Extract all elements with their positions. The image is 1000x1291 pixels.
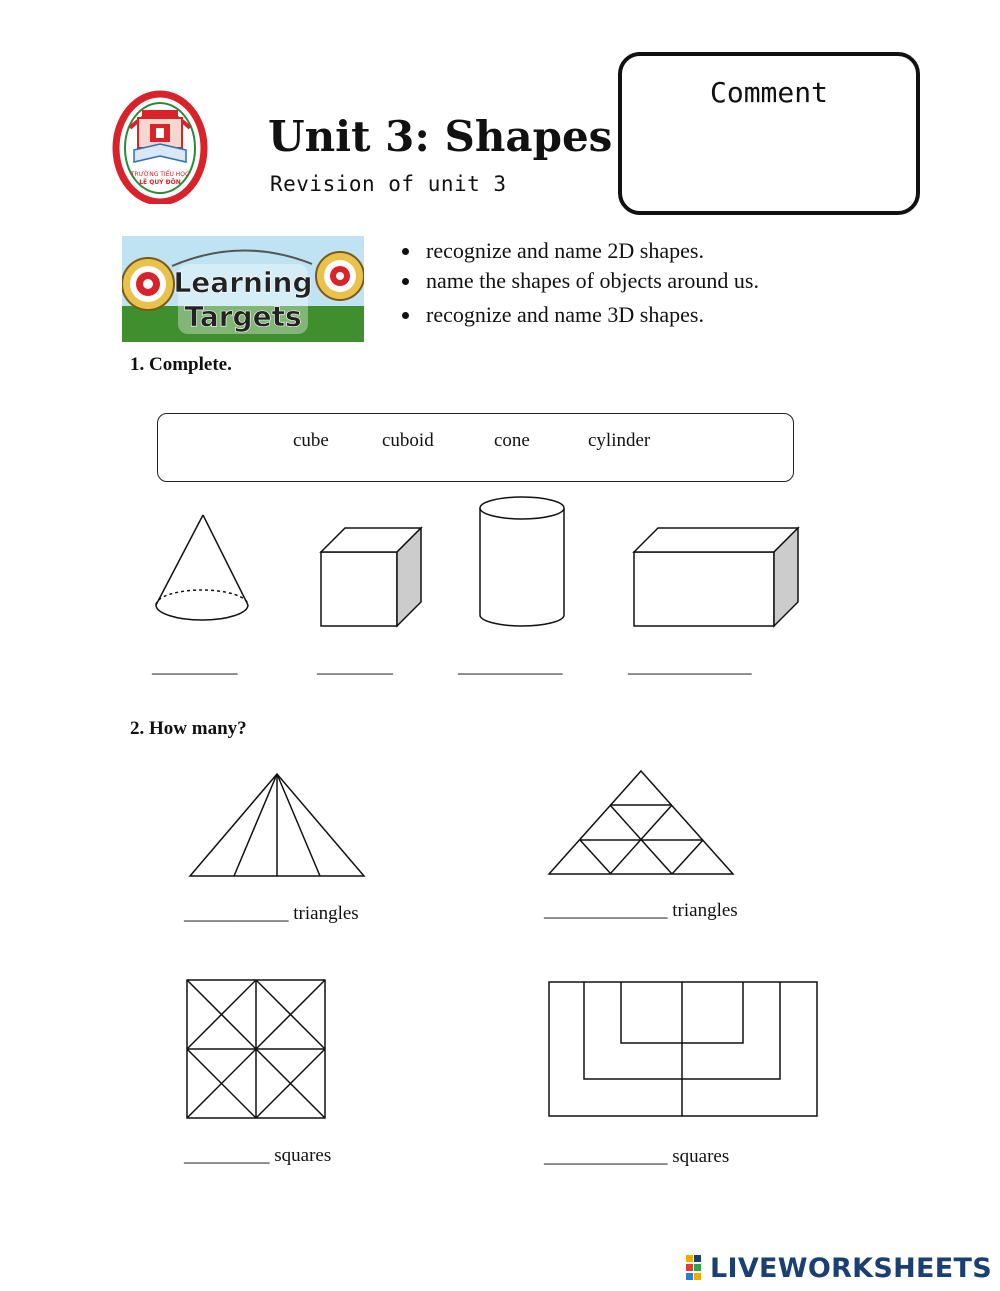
triangle-grid-figure [546,768,736,878]
answer-blank[interactable]: _________ [152,656,238,677]
answer-blank[interactable]: _____________ [544,900,668,921]
square-diagonals-figure [184,977,328,1121]
cube-drawing [321,528,421,626]
liveworksheets-icon [686,1255,710,1281]
liveworksheets-logo [686,1253,992,1283]
answer-line [184,903,359,925]
unit-label: triangles [293,903,359,924]
word-bank-item: cone [494,430,530,451]
word-bank-item: cylinder [588,430,651,451]
banner-line1: Learning [173,266,313,299]
comment-label: Comment [709,76,828,109]
answer-line [544,1146,729,1168]
triangle-fan-figure [186,770,368,882]
answer-blank[interactable]: _____________ [628,656,752,677]
learning-targets-banner [122,236,364,342]
nested-squares-figure [546,979,820,1119]
unit-label: squares [274,1145,332,1166]
word-bank-item: cuboid [382,430,434,451]
target-item: recognize and name 3D shapes. [398,300,759,330]
answer-blank[interactable]: _____________ [544,1146,668,1167]
unit-label: squares [672,1146,730,1167]
exercise2-heading: 2. How many? [130,718,247,739]
cuboid-drawing [634,528,798,626]
word-bank-item: cube [293,430,329,451]
cone-drawing [156,515,248,620]
comment-box[interactable] [618,52,920,215]
target-icon-left [122,258,174,310]
answer-blank[interactable]: ___________ [184,903,289,924]
shapes-3d [140,490,820,640]
page-title: Unit 3: Shapes [268,112,613,161]
answer-blank[interactable]: _________ [184,1145,270,1166]
answer-line [544,900,738,922]
unit-label: triangles [672,900,738,921]
cylinder-drawing [480,497,564,626]
page-subtitle: Revision of unit 3 [270,172,507,196]
answer-blank[interactable]: ________ [317,656,393,677]
learning-targets-list [398,236,759,330]
banner-line2: Targets [184,300,302,333]
word-bank [157,413,794,482]
answer-line [184,1145,331,1167]
target-icon-right [316,252,364,300]
target-item: name the shapes of objects around us. [398,266,759,296]
exercise1-heading: 1. Complete. [130,354,232,375]
school-name-line1: TRƯỜNG TIỂU HỌC [130,171,190,178]
school-name-line2: LÊ QUÝ ĐÔN [139,179,181,186]
liveworksheets-brand: LIVEWORKSHEETS [709,1252,992,1284]
answer-blank[interactable]: ___________ [458,656,563,677]
school-logo [112,88,208,204]
target-item: recognize and name 2D shapes. [398,236,759,266]
